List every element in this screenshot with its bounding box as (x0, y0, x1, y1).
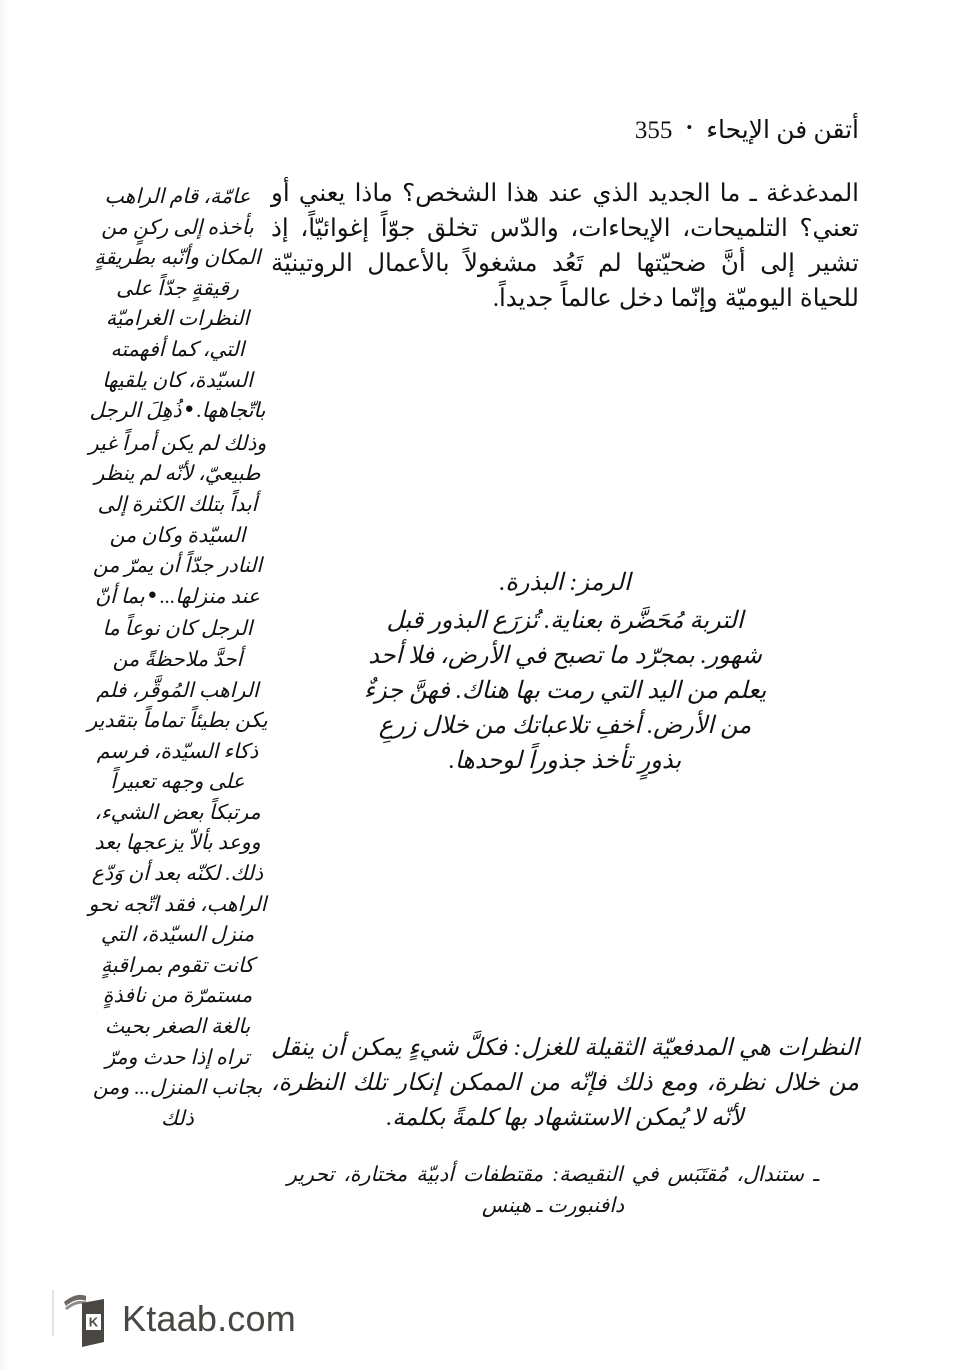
running-head (96, 118, 859, 143)
margin-note-column (86, 182, 269, 1134)
body-area (86, 176, 859, 1266)
page-number: 355 (634, 117, 673, 144)
quote-line: التربة مُحَضَّرة بعناية. تُزرَع البذور قبل (386, 608, 744, 634)
margin-note-text: بما أنّ الرجل كان نوعاً ما أحدَّ ملاحظةً من الراهب المُوقَّر، فلم يكن بطيئاً تماماً بتقدير ذكاء السيّدة، فرسم على وجهه تعبيراً مرتبكاً بعض الشيء، ووعد بألاّ يزعجها بعد ذلك. لكنّه بعد أن وَدّع الراهب، فقد اتّجه نحو منزل السيّدة، التي كانت تقوم بمراقبةٍ مستمرّة من نافذةٍ بالغة الصغر بحيث تراه إذا حدث ومرّ بجانب المنزل... ومن ذلك (87, 585, 268, 1130)
quote-line: شهور. بمجرّد ما تصبح في الأرض، فلا أحد (368, 643, 762, 669)
quote-line: يعلم من اليد التي رمت بها هناك. فهنَّ جزءٌ (363, 678, 767, 704)
main-text-column (271, 176, 859, 1242)
running-head-title: أتقن فن الإيحاء (706, 117, 859, 144)
page-edge-shadow (0, 0, 10, 1370)
margin-note-text: ذُهِلَ الرجل وذلك لم يكن أمراً غير طبيعيّ، لأنّه لم ينظر أبداً بتلك الكثرة إلى السيّدة وكان من النادر جدّاً أن يمرّ من عند منزلها... (88, 400, 267, 608)
gutter-mark (52, 1290, 54, 1336)
quote-attribution: ـ ستندال، مُقتَبَس في النقيصة: مقتطفات أدبيّة مختارة، تحرير دافنبورت ـ هينس (287, 1163, 819, 1217)
quote-lead-line: الرمز: البذرة. (499, 570, 631, 596)
svg-text:K: K (88, 1314, 99, 1330)
margin-note-text: عامّة، قام الراهب بأخذه إلى ركنٍ من المكان وأنّبه بطريقةٍ رقيقةٍ جدّاً على النظرات الغراميّة التي، كما أفهمته السيّدة، كان يلقيها باتّجاهها. (94, 186, 266, 423)
watermark-label: Ktaab.com (122, 1298, 296, 1339)
site-watermark (62, 1290, 296, 1348)
pull-quote: النظرات هي المدفعيّة الثقيلة للغزل: فكلَّ شيءٍ يمكن أن ينقل من خلال نظرة، ومع ذلك فإنّه من الممكن إنكار تلك النظرة، لأنّه لا يُمكن الاستشهاد بها كلمةً بكلمة. (271, 1035, 859, 1131)
bullet-separator-icon: ● (147, 586, 157, 603)
body-paragraph: المدغدغة ـ ما الجديد الذي عند هذا الشخص؟ ماذا يعني أو تعني؟ التلميحات، الإيحاءات، والدّس تخلق جوّاً إغوائيّاً، إذ تشير إلى أنَّ ضحيّتها لم تَعُد مشغولاً بالأعمال الروتينيّة للحياة اليوميّة وإنّما دخل عالماً جديداً. (271, 180, 859, 312)
centered-quote-block (271, 566, 859, 779)
running-head-separator: • (686, 118, 693, 137)
open-book-icon (62, 1290, 108, 1348)
quote-line: من الأرض. أخفِ تلاعباتك من خلال زرعِ (378, 713, 752, 739)
margin-note-segment (86, 182, 269, 1134)
bullet-separator-icon: ● (184, 401, 194, 418)
quote-line: بذورٍ تأخذ جذوراً لوحدها. (448, 748, 682, 774)
